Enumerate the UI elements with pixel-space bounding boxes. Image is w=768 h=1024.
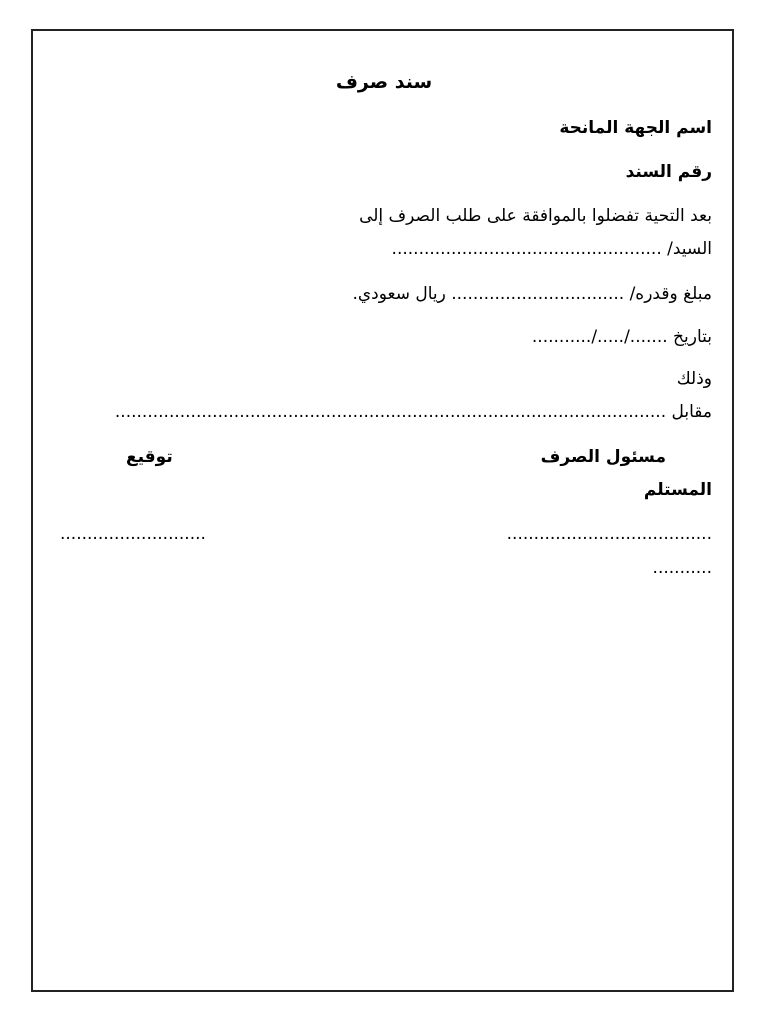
voucher-number-label: رقم السند — [625, 162, 712, 182]
amount-line: مبلغ وقدره/ ................................ ريال سعودي. — [352, 284, 712, 304]
and-that-text: وذلك — [676, 369, 712, 389]
document-title: سند صرف — [335, 71, 433, 93]
in-return-line: مقابل ...................................................................................................... — [114, 402, 712, 422]
body-text-line-1: بعد التحية تفضلوا بالموافقة على طلب الصرف إلى — [359, 206, 712, 226]
date-line: بتاريخ ......./...../........... — [531, 327, 712, 347]
officer-signature-dots-1: ...................................... — [506, 524, 712, 544]
recipient-name-line: السيد/ .................................................. — [391, 239, 712, 259]
officer-signature-dots-2: ........... — [652, 558, 712, 578]
recipient-label: المستلم — [643, 480, 712, 500]
disbursement-officer-label: مسئول الصرف — [540, 447, 666, 467]
signature-label: توقيع — [126, 447, 173, 467]
granting-party-label: اسم الجهة المانحة — [559, 118, 712, 138]
signature-dots: ........................... — [60, 524, 206, 544]
